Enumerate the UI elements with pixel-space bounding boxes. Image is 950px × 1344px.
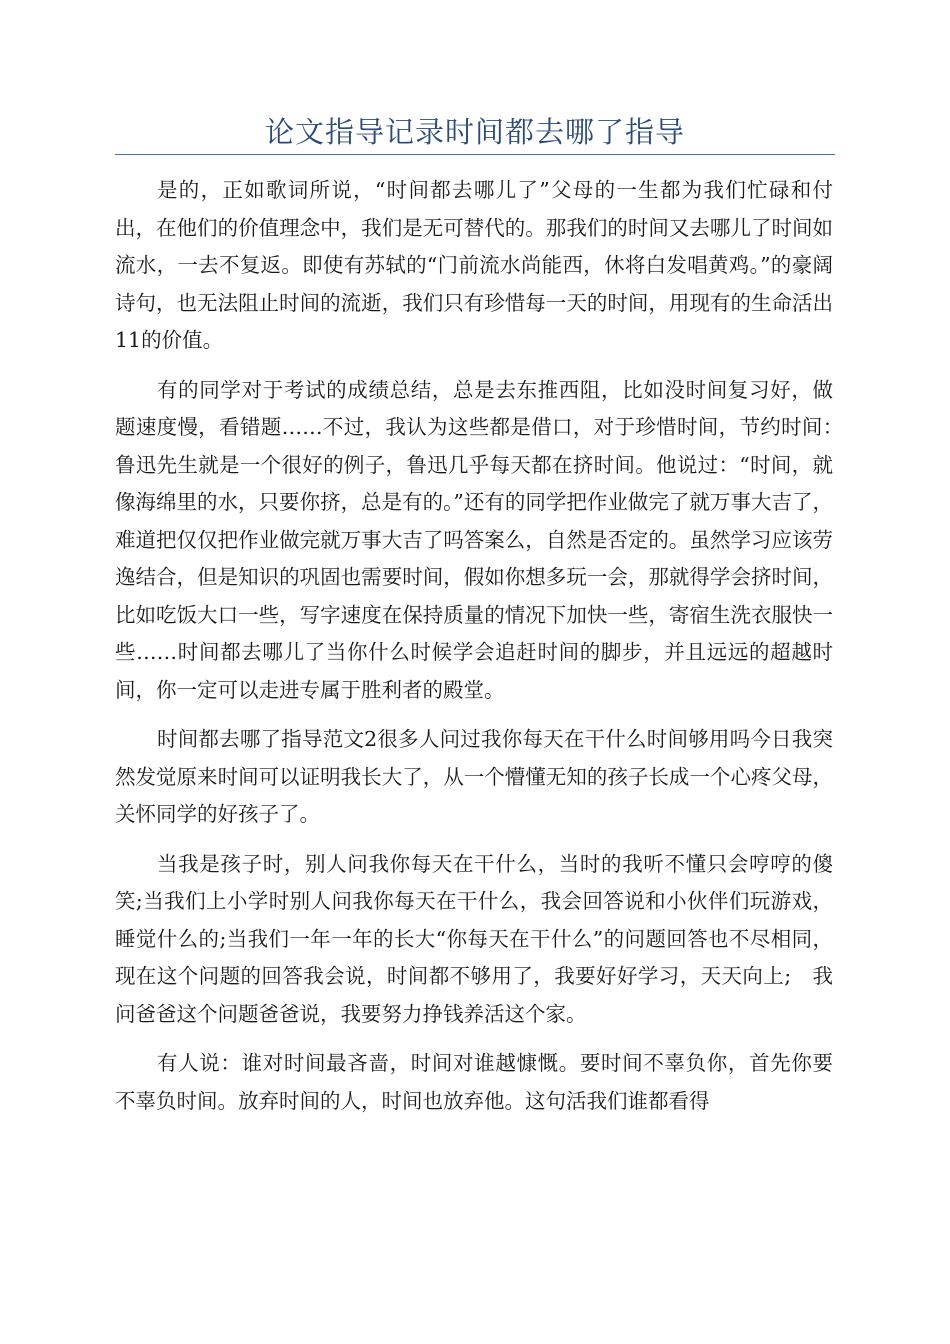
paragraph-2: 有的同学对于考试的成绩总结，总是去东推西阻，比如没时间复习好，做题速度慢，看错题……不过，我认为这些都是借口，对于珍惜时间，节约时间： 鲁迅先生就是一个很好的例子，鲁迅几乎每天都在挤时间。他说过：“时间，就像海绵里的水，只要你挤，总是有的。”还有的同学把作业做完了就万事大吉了，难道把仅仅把作业做完就万事大吉了吗答案么，自然是否定的。虽然学习应该劳逸结合，但是知识的巩固也需要时间，假如你想多玩一会，那就得学会挤时间，比如吃饭大口一些，写字速度在保持质量的情况下加快一些，寄宿生洗衣服快一些……时间都去哪儿了当你什么时候学会追赶时间的脚步，并且远远的超越时间，你一定可以走进专属于胜利者的殿堂。 [115,377,854,702]
document-body [115,172,854,1132]
paragraph-4: 当我是孩子时，别人问我你每天在干什么，当时的我听不懂只会哼哼的傻笑;当我们上小学时别人问我你每天在干什么，我会回答说和小伙伴们玩游戏，睡觉什么的;当我们一年一年的长大“你每天在干什么”的问题回答也不尽相同，现在这个问题的回答我会说，时间都不够用了，我要好好学习，天天向上; 我问爸爸这个问题爸爸说，我要努力挣钱养活这个家。 [115,851,833,1026]
paragraph-3: 时间都去哪了指导范文2很多人问过我你每天在干什么时间够用吗今日我突然发觉原来时间可以证明我长大了，从一个懵懂无知的孩子长成一个心疼父母，关怀同学的好孩子了。 [115,727,833,826]
paragraph-5: 有人说：谁对时间最吝啬，时间对谁越慷慨。要时间不辜负你，首先你要不辜负时间。放弃时间的人，时间也放弃他。这句活我们谁都看得 [115,1051,833,1113]
paragraph-1: 是的，正如歌词所说，“时间都去哪儿了”父母的一生都为我们忙碌和付出，在他们的价值理念中，我们是无可替代的。那我们的时间又去哪儿了时间如流水，一去不复返。即使有苏轼的“门前流水尚能西，休将白发唱黄鸡。”的豪阔诗句，也无法阻止时间的流逝，我们只有珍惜每一天的时间，用现有的生命活出11的价值。 [115,178,833,352]
document-title: 论文指导记录时间都去哪了指导 [264,115,685,149]
title-underline [115,154,835,155]
